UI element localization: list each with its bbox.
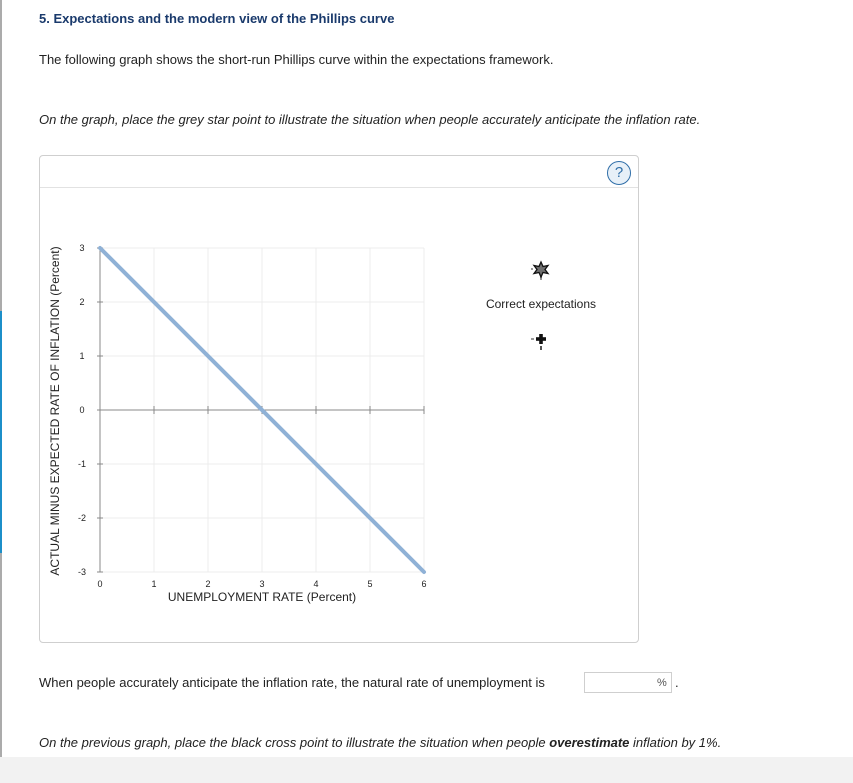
tick-labels [78, 243, 427, 589]
graph-panel [39, 155, 639, 643]
help-button[interactable]: ? [607, 161, 631, 185]
x-tick-label: 2 [205, 579, 211, 589]
x-tick-label: 3 [259, 579, 265, 589]
y-tick-label: 1 [79, 351, 85, 361]
x-tick-label: 1 [151, 579, 157, 589]
answer-sentence: When people accurately anticipate the inflation rate, the natural rate of unemployment is [39, 675, 545, 690]
legend-label-correct-expectations: Correct expectations [485, 297, 597, 311]
x-tick-label: 5 [367, 579, 373, 589]
y-tick-label: -1 [77, 459, 87, 469]
phillips-curve-graph[interactable] [40, 156, 638, 642]
left-accent-strip-active [0, 311, 2, 553]
grey-star-icon [534, 262, 548, 277]
left-accent-strip [0, 0, 2, 311]
y-axis-label: ACTUAL MINUS EXPECTED RATE OF INFLATION (Percent) [48, 246, 62, 576]
answer-unit: % [657, 677, 667, 689]
x-axis-label: UNEMPLOYMENT RATE (Percent) [167, 590, 357, 604]
bottom-bar [0, 757, 853, 783]
y-tick-label: 3 [79, 243, 85, 253]
x-tick-label: 6 [421, 579, 427, 589]
x-tick-label: 0 [97, 579, 103, 589]
y-tick-label: 0 [79, 405, 85, 415]
instruction-cross [39, 735, 721, 750]
black-cross-icon [536, 334, 546, 344]
grey-star-point[interactable] [531, 262, 548, 280]
question-title: 5. Expectations and the modern view of the Phillips curve [39, 11, 395, 26]
x-tick-label: 4 [313, 579, 319, 589]
instruction-cross-pre: On the previous graph, place the black cross point to illustrate the situation when people [39, 735, 550, 750]
question-intro: The following graph shows the short-run Phillips curve within the expectations framework. [39, 52, 554, 67]
y-tick-label: -3 [77, 567, 87, 577]
y-tick-label: -2 [77, 513, 87, 523]
sentence-end: . [675, 675, 679, 690]
instruction-cross-post: inflation by 1%. [629, 735, 722, 750]
instruction-cross-bold: overestimate [549, 735, 630, 750]
left-accent-strip [0, 553, 2, 783]
y-tick-label: 2 [79, 297, 85, 307]
black-cross-point[interactable] [531, 334, 546, 350]
instruction-star: On the graph, place the grey star point to illustrate the situation when people accurately anticipate the inflation rate. [39, 112, 701, 127]
